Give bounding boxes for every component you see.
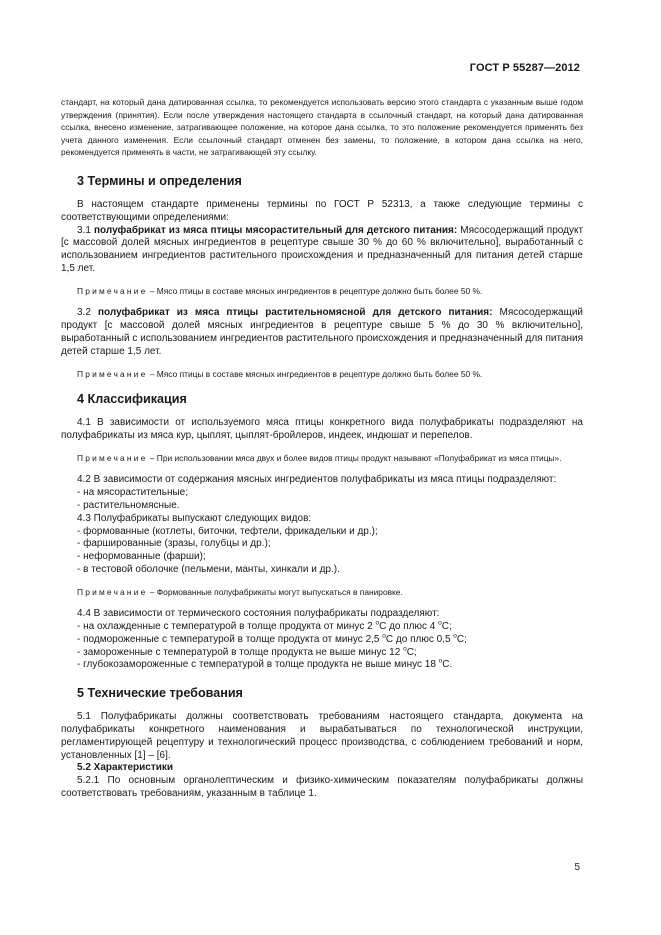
clause-4-1: 4.1 В зависимости от используемого мяса птицы конкретного вида полуфабрикаты подразделяют на полуфабрикаты из мяса кур, цыплят, цыплят-бройлеров, индеек, индюшат и перепелов. (61, 417, 583, 441)
list-text: С; (456, 633, 467, 645)
clause-4-3: 4.3 Полуфабрикаты выпускают следующих видов: (77, 512, 312, 524)
note-3-1 (61, 285, 583, 298)
degree-sign: о (382, 632, 386, 640)
intro-paragraph: стандарт, на который дана датированная ссылка, то рекомендуется использовать версию этого стандарта с указанным выше годом утверждения (принятия). Если после утверждения настоящего стандарта в ссылочный стандарт, на который дана датированная ссылка, внесено изменение, затрагивающее положение, на которое дана ссылка, то это положение рекомендуется применять без учета данного изменения. Если ссылочный стандарт отменен без замены, то положение, в котором дана ссылка на него, рекомендуется применять в части, не затрагивающей эту ссылку. (61, 97, 583, 158)
section-4-heading: 4 Классификация (77, 392, 187, 407)
list-item: - неформованные (фарши); (77, 551, 206, 563)
list-text: - на охлажденные с температурой в толще продукта от минус 2 (77, 621, 376, 633)
page-number: 5 (574, 862, 580, 873)
degree-sign: о (438, 619, 442, 627)
note-3-2-text: – Мясо птицы в составе мясных ингредиентов в рецептуре должно быть более 50 %. (149, 368, 483, 379)
list-item: - фаршированные (зразы, голубцы и др.); (77, 538, 271, 550)
list-item: - растительномясные. (77, 499, 180, 511)
note-3-2 (61, 368, 583, 381)
degree-sign: о (453, 632, 457, 640)
clause-5-1: 5.1 Полуфабрикаты должны соответствовать требованиям настоящего стандарта, документа на полуфабрикаты конкретного наименования и вырабатываться по технологической инструкции, регламентирующей рецептуру и технологический процесс производства, с соблюдением требований и норм, установленных [1] – [6]. (61, 711, 583, 761)
clause-5-2-1: 5.2.1 По основным органолептическим и физико-химическим показателям полуфабрикаты должны соответствовать требованиям, указанным в таблице 1. (61, 775, 583, 800)
term-3-1-number: 3.1 (77, 224, 91, 236)
term-3-1-definition: Мясосодержащий продукт [с массовой долей мясных ингредиентов в рецептуре свыше 30 % до 60 % включительно], выработанный с использованием ингредиентов растительного происхождения и предназначенный для питания детей старше 1,5 лет. (61, 224, 584, 274)
list-text: С; (406, 646, 417, 658)
note-3-2-label: Примечание (77, 368, 148, 379)
list-text: - подмороженные с температурой в толще продукта от минус 2,5 (77, 633, 383, 645)
list-item (61, 647, 583, 660)
term-3-1 (61, 225, 583, 276)
note-4-3-label: Примечание (77, 586, 148, 597)
degree-sign: о (438, 658, 443, 666)
section-5-heading: 5 Технические требования (77, 686, 243, 701)
clause-4-2: 4.2 В зависимости от содержания мясных ингредиентов полуфабрикаты из мяса птицы подразделяют: (77, 474, 557, 486)
note-4-1-text: – При использовании мяса двух и более видов птицы продукт называют «Полуфабрикат из мяса птицы». (147, 452, 562, 463)
term-3-1-term: полуфабрикат из мяса птицы мясорастительный для детского питания: (93, 224, 458, 236)
list-text: - глубокозамороженные с температурой в толще продукта не выше минус 18 (77, 659, 439, 671)
list-text: С; (441, 621, 452, 633)
degree-sign: о (375, 619, 380, 627)
degree-sign: о (403, 645, 407, 653)
clause-4-4: 4.4 В зависимости от термического состояния полуфабрикаты подразделяют: (77, 608, 440, 620)
document-header: ГОСТ Р 55287—2012 (469, 62, 580, 74)
section-3-heading: 3 Термины и определения (77, 173, 242, 188)
list-item (61, 621, 583, 634)
section-3-intro: В настоящем стандарте применены термины по ГОСТ Р 52313, а также следующие термины с соответствующими определениями: (61, 198, 583, 223)
note-4-3 (61, 586, 583, 599)
note-4-3-text: – Формованные полуфабрикаты могут выпускаться в панировке. (147, 586, 403, 597)
note-4-1-label: Примечание (77, 452, 148, 463)
clause-5-2-title: 5.2 Характеристики (77, 762, 174, 774)
list-item: - в тестовой оболочке (пельмени, манты, хинкали и др.). (77, 563, 340, 575)
note-3-1-text: – Мясо птицы в составе мясных ингредиентов в рецептуре должно быть более 50 %. (149, 285, 483, 296)
list-text: С. (442, 659, 453, 671)
list-item (61, 634, 583, 647)
list-item: - на мясорастительные; (77, 487, 189, 499)
list-item (61, 659, 583, 672)
term-3-2-definition: Мясосодержащий продукт [с массовой долей мясных ингредиентов в рецептуре свыше 5 % до 30 % включительно], выработанный с использованием ингредиентов растительного происхождения и предназначенный для питания детей старше 1,5 лет. (61, 307, 583, 357)
list-text: С до плюс 0,5 (385, 633, 454, 645)
note-4-1 (61, 452, 583, 465)
term-3-2-term: полуфабрикат из мяса птицы растительномясной для детского питания: (97, 307, 493, 319)
list-item: - формованные (котлеты, биточки, тефтели, фрикадельки и др.); (77, 525, 378, 537)
note-3-1-label: Примечание (77, 285, 148, 296)
page-content (61, 96, 583, 801)
list-text: - замороженные с температурой в толще продукта не выше минус 12 (77, 646, 404, 658)
term-3-2-number: 3.2 (77, 307, 91, 319)
term-3-2 (61, 307, 583, 358)
clause-5-2-heading (61, 762, 583, 775)
list-text: С до плюс 4 (379, 621, 439, 633)
